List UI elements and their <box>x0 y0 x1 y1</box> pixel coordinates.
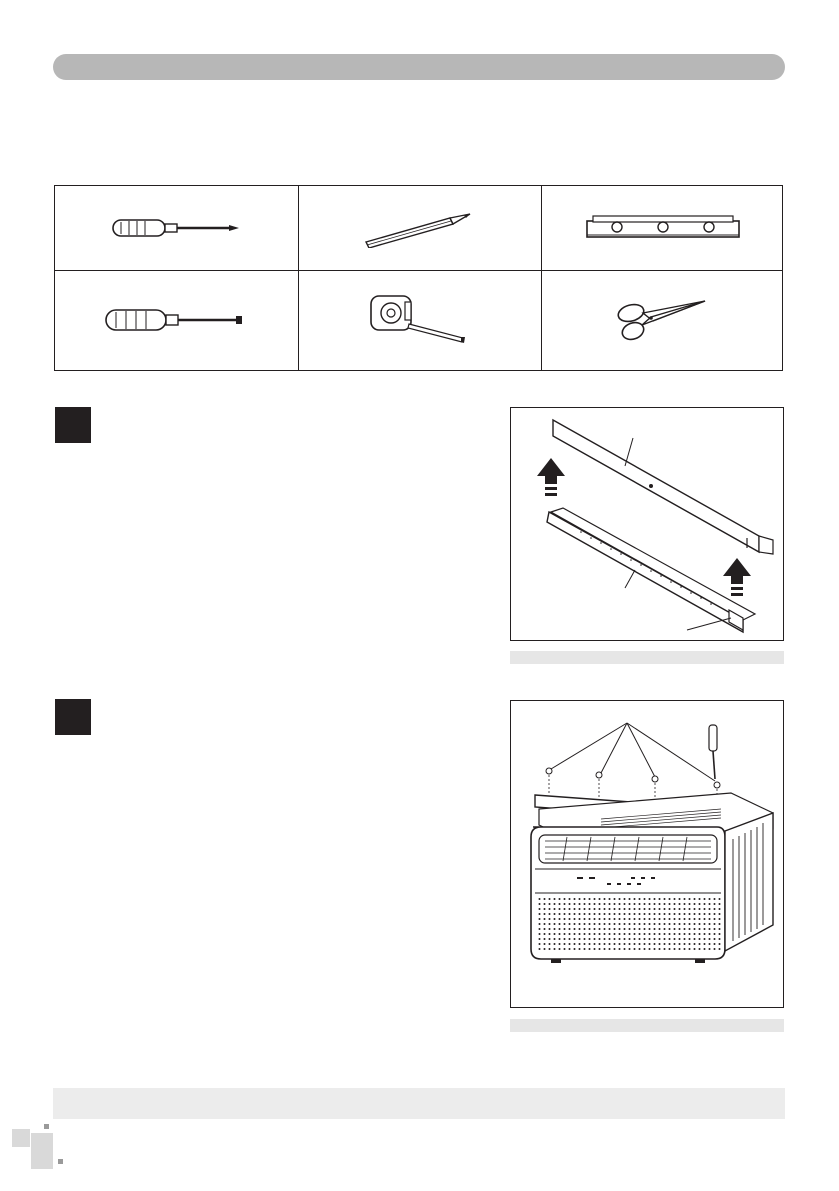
bracket-icon <box>583 213 743 243</box>
step-1-marker <box>55 407 91 443</box>
step-2-figure <box>510 700 784 1008</box>
corner-decoration <box>12 1129 30 1147</box>
step-2-marker <box>55 699 91 735</box>
corner-decoration <box>31 1133 53 1169</box>
scissors-icon <box>613 295 713 345</box>
top-rail-install-diagram <box>511 701 783 1007</box>
panel-removal-diagram <box>511 408 783 640</box>
step-1-caption <box>510 651 784 664</box>
pencil-icon <box>360 208 480 248</box>
tool-cell-pencil <box>298 186 541 270</box>
phillips-screwdriver-icon <box>107 213 247 243</box>
corner-decoration <box>58 1159 63 1164</box>
tool-cell-phillips-screwdriver <box>55 186 298 270</box>
corner-decoration <box>44 1124 49 1129</box>
step-2-caption <box>510 1019 784 1032</box>
flat-screwdriver-icon <box>102 303 252 337</box>
section-header-bar <box>53 54 785 80</box>
tool-cell-scissors <box>541 270 784 370</box>
footer-bar <box>53 1088 785 1119</box>
tool-cell-tape-measure <box>298 270 541 370</box>
tape-measure-icon <box>365 290 475 350</box>
step-1-figure <box>510 407 784 641</box>
tools-table <box>54 185 783 371</box>
tool-cell-flat-screwdriver <box>55 270 298 370</box>
tool-cell-bracket <box>541 186 784 270</box>
